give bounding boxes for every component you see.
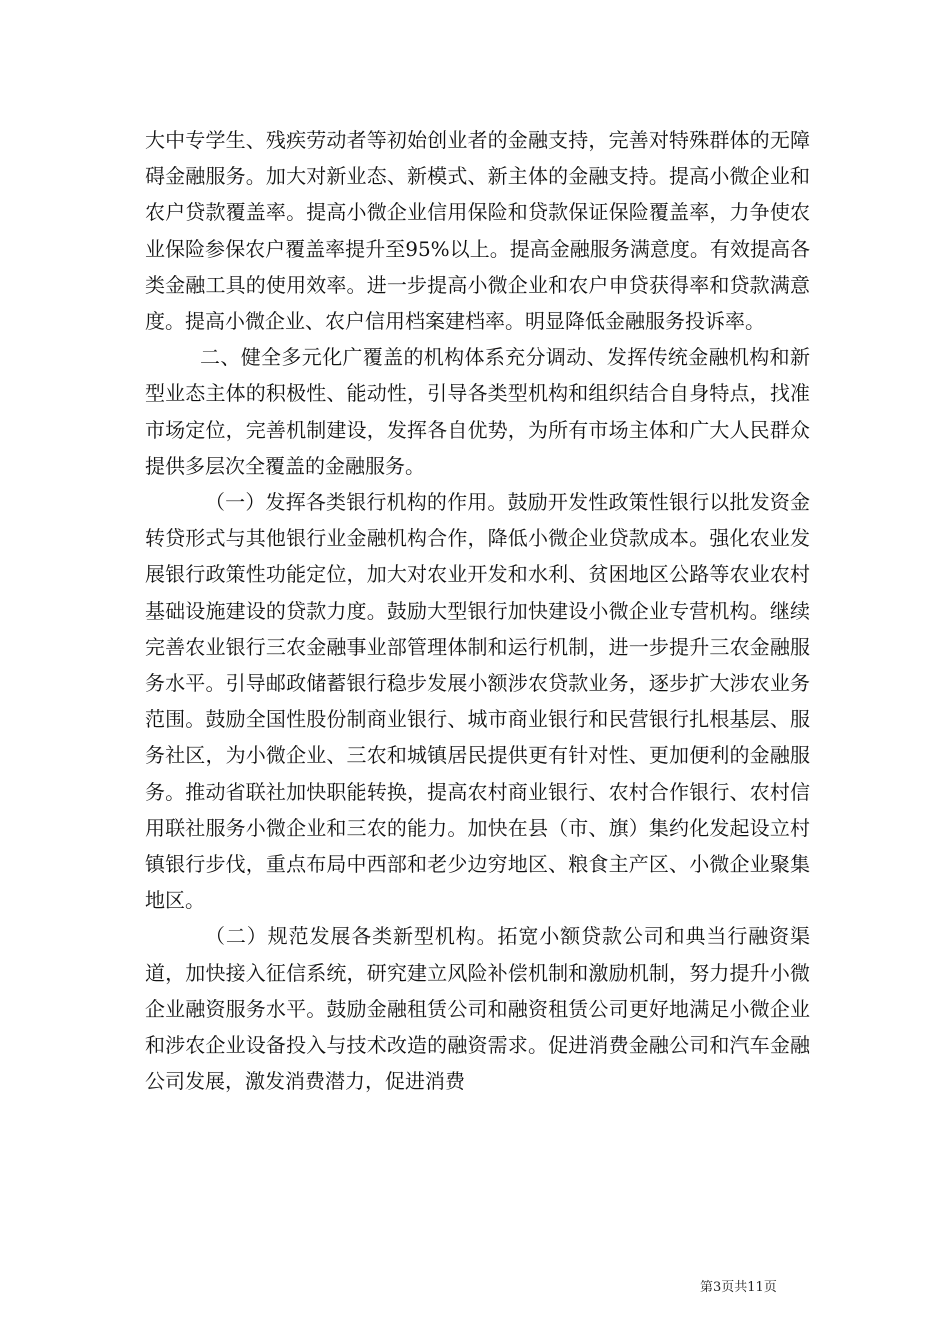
paragraph-subsection-two: （二）规范发展各类新型机构。拓宽小额贷款公司和典当行融资渠道，加快接入征信系统，研究建立风险补偿机制和激励机制，努力提升小微企业融资服务水平。鼓励金融租赁公司和融资租赁公司更好地满足小微企业和涉农企业设备投入与技术改造的融资需求。促进消费金融公司和汽车金融公司发展，激发消费潜力，促进消费 bbox=[145, 924, 810, 1094]
paragraph-section-two: 二、健全多元化广覆盖的机构体系充分调动、发挥传统金融机构和新型业态主体的积极性、能动性，引导各类型机构和组织结合自身特点，找准市场定位，完善机制建设，发挥各自优势，为所有市场主体和广大人民群众提供多层次全覆盖的金融服务。 bbox=[145, 345, 810, 478]
page-number-footer: 第3页共11页 bbox=[700, 1280, 777, 1295]
paragraph-subsection-one: （一）发挥各类银行机构的作用。鼓励开发性政策性银行以批发资金转贷形式与其他银行业金融机构合作，降低小微企业贷款成本。强化农业发展银行政策性功能定位，加大对农业开发和水利、贫困地区公路等农业农村基础设施建设的贷款力度。鼓励大型银行加快建设小微企业专营机构。继续完善农业银行三农金融事业部管理体制和运行机制，进一步提升三农金融服务水平。引导邮政储蓄银行稳步发展小额涉农贷款业务，逐步扩大涉农业务范围。鼓励全国性股份制商业银行、城市商业银行和民营银行扎根基层、服务社区，为小微企业、三农和城镇居民提供更有针对性、更加便利的金融服务。推动省联社加快职能转换，提高农村商业银行、农村合作银行、农村信用联社服务小微企业和三农的能力。加快在县（市、旗）集约化发起设立村镇银行步伐，重点布局中西部和老少边穷地区、粮食主产区、小微企业聚集地区。 bbox=[145, 490, 810, 913]
document-body bbox=[145, 122, 810, 1099]
paragraph-continuation: 大中专学生、残疾劳动者等初始创业者的金融支持，完善对特殊群体的无障碍金融服务。加大对新业态、新模式、新主体的金融支持。提高小微企业和农户贷款覆盖率。提高小微企业信用保险和贷款保证保险覆盖率，力争使农业保险参保农户覆盖率提升至95%以上。提高金融服务满意度。有效提高各类金融工具的使用效率。进一步提高小微企业和农户申贷获得率和贷款满意度。提高小微企业、农户信用档案建档率。明显降低金融服务投诉率。 bbox=[145, 128, 810, 334]
